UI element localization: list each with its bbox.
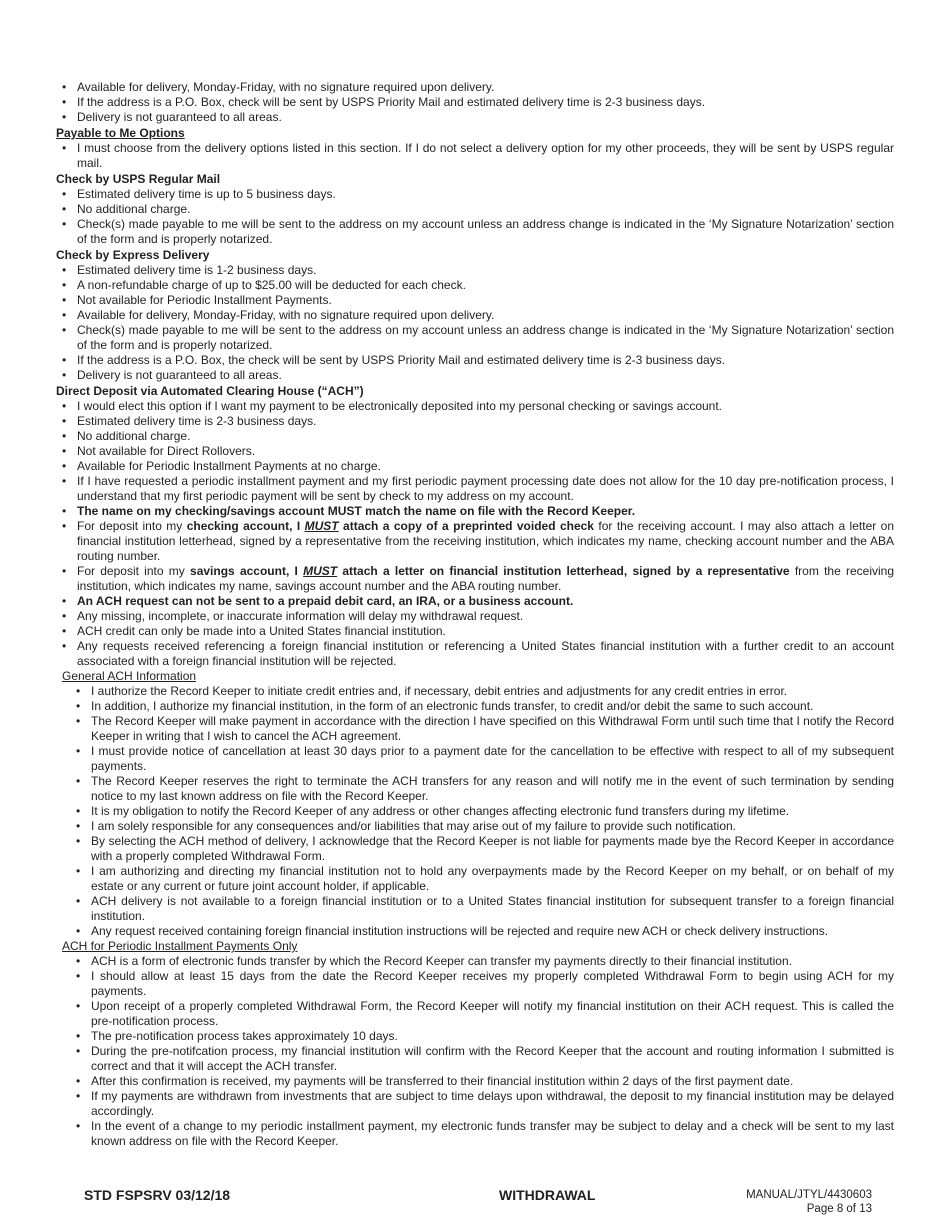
form-title: WITHDRAWAL [499,1187,596,1203]
ach-list [56,399,894,669]
general-ach-list [56,684,894,939]
checking-bold-2: attach a copy of a preprinted voided check [338,519,594,533]
ach-heading: Direct Deposit via Automated Clearing House (“ACH”) [56,384,364,398]
list-item: • Estimated delivery time is 2-3 business days. [56,414,894,429]
list-item: • ACH credit can only be made into a United States financial institution. [56,624,894,639]
list-item: • Estimated delivery time is up to 5 business days. [56,187,894,202]
list-item: • Check(s) made payable to me will be sent to the address on my account unless an address change is indicated in the ‘My Signature Notarization’ section of the form and is properly notarized. [56,323,894,353]
form-code: MANUAL/JTYL/4430603 [746,1189,872,1201]
list-item: • The Record Keeper will make payment in accordance with the direction I have specified on this Withdrawal Form until such time that I notify the Record Keeper in writing that I wish to cancel the ACH agreement. [70,714,894,744]
list-item: • I must provide notice of cancellation at least 30 days prior to a payment date for the cancellation to be effective with respect to all of my subsequent payments. [70,744,894,774]
prepaid-text: An ACH request can not be sent to a prepaid debit card, an IRA, or a business account. [77,594,574,608]
list-item: • I authorize the Record Keeper to initiate credit entries and, if necessary, debit entries and adjustments for any credit entries in error. [70,684,894,699]
list-item: • Available for Periodic Installment Payments at no charge. [56,459,894,474]
list-item: • No additional charge. [56,429,894,444]
list-item: • In the event of a change to my periodic installment payment, my electronic funds transfer may be subject to delay and a check will be sent to my last known address on file with the Record Keeper. [70,1119,894,1149]
form-id: STD FSPSRV 03/12/18 [84,1187,231,1203]
express-delivery-heading: Check by Express Delivery [56,248,210,262]
payable-options-heading: Payable to Me Options [56,126,185,140]
list-item: • If I have requested a periodic installment payment and my first periodic payment processing date does not allow for the 10 day pre-notification process, I understand that my first periodic payment will be sent by check to my address on my account. [56,474,894,504]
name-match-item [56,504,894,519]
list-item: • In addition, I authorize my financial institution, in the form of an electronic funds transfer, to credit and/or debit the same to such account. [70,699,894,714]
list-item: • A non-refundable charge of up to $25.00 will be deducted for each check. [56,278,894,293]
usps-regular-list [56,187,894,247]
page-number: Page 8 of 13 [806,1203,872,1215]
list-item: • Delivery is not guaranteed to all areas. [56,368,894,383]
checking-pre: For deposit into my [77,519,187,533]
list-item: • I am solely responsible for any consequences and/or liabilities that may arise out of my failure to provide such notification. [70,819,894,834]
list-item: • The Record Keeper reserves the right to terminate the ACH transfers for any reason and will notify me in the event of such termination by sending notice to my last known address on file with the Record Keeper. [70,774,894,804]
list-item: • If the address is a P.O. Box, the check will be sent by USPS Priority Mail and estimated delivery time is 2-3 business days. [56,353,894,368]
list-item: • During the pre-notifcation process, my financial institution will confirm with the Record Keeper that the account and routing information I submitted is correct and that it will accept the ACH transfer. [70,1044,894,1074]
checking-post: for the receiving account. I may also attach a letter on financial institution letterhead, signed by a representative from the receiving institution, which indicates my name, checking account number and the ABA routing number. [77,519,894,563]
checking-must: MUST [304,519,339,533]
list-item: • I am authorizing and directing my financial institution not to hold any overpayments made by the Record Keeper on my behalf, or on behalf of my estate or any current or future joint account holder, if applicable. [70,864,894,894]
list-item: • After this confirmation is received, my payments will be transferred to their financial institution within 2 days of the first payment date. [70,1074,894,1089]
list-item: • Upon receipt of a properly completed Withdrawal Form, the Record Keeper will notify my financial institution on their ACH request. This is called the pre-notification process. [70,999,894,1029]
periodic-ach-heading: ACH for Periodic Installment Payments Only [62,939,298,953]
list-item: • Available for delivery, Monday-Friday, with no signature required upon delivery. [56,80,894,95]
savings-bold-1: savings account, I [190,564,304,578]
page-footer [84,1185,872,1225]
checking-account-item [56,519,894,564]
list-item: • I would elect this option if I want my payment to be electronically deposited into my personal checking or savings account. [56,399,894,414]
top-delivery-list [56,80,894,125]
footer-right [746,1188,872,1216]
name-match-text: The name on my checking/savings account MUST match the name on file with the Record Keeper. [77,504,636,518]
list-item: • By selecting the ACH method of delivery, I acknowledge that the Record Keeper is not liable for payments made bye the Record Keeper in accordance with a properly completed Withdrawal Form. [70,834,894,864]
savings-post: from the receiving institution, which indicates my name, savings account number and the ABA routing number. [77,564,895,593]
list-item: • It is my obligation to notify the Record Keeper of any address or other changes affecting electronic fund transfers during my lifetime. [70,804,894,819]
list-item: • If my payments are withdrawn from investments that are subject to time delays upon withdrawal, the deposit to my financial institution may be delayed accordingly. [70,1089,894,1119]
list-item: • Any request received containing foreign financial institution instructions will be rejected and require new ACH or check delivery instructions. [70,924,894,939]
savings-account-item [56,564,894,594]
usps-regular-heading: Check by USPS Regular Mail [56,172,221,186]
list-item: • Not available for Periodic Installment Payments. [56,293,894,308]
list-item: • I must choose from the delivery options listed in this section. If I do not select a delivery option for my other proceeds, they will be sent by USPS regular mail. [56,141,894,171]
list-item: • ACH is a form of electronic funds transfer by which the Record Keeper can transfer my payments directly to their financial institution. [70,954,894,969]
prepaid-item [56,594,894,609]
list-item: • Delivery is not guaranteed to all areas. [56,110,894,125]
list-item: • Check(s) made payable to me will be sent to the address on my account unless an address change is indicated in the ‘My Signature Notarization’ section of the form and is properly notarized. [56,217,894,247]
list-item: • If the address is a P.O. Box, check will be sent by USPS Priority Mail and estimated delivery time is 2-3 business days. [56,95,894,110]
express-delivery-list [56,263,894,383]
savings-bold-2: attach a letter on financial institution letterhead, signed by a representative [337,564,790,578]
list-item: • Estimated delivery time is 1-2 business days. [56,263,894,278]
payable-options-list [56,141,894,171]
list-item: • No additional charge. [56,202,894,217]
list-item: • Any requests received referencing a foreign financial institution or referencing a United States financial institution with a further credit to an account associated with a foreign financial institution will be rejected. [56,639,894,669]
general-ach-heading: General ACH Information [62,669,197,683]
savings-pre: For deposit into my [77,564,191,578]
list-item: • The pre-notification process takes approximately 10 days. [70,1029,894,1044]
list-item: • ACH delivery is not available to a foreign financial institution or to a United States financial institution for subsequent transfer to a foreign financial institution. [70,894,894,924]
list-item: • Not available for Direct Rollovers. [56,444,894,459]
checking-bold-1: checking account, I [186,519,305,533]
document-body [56,80,894,1149]
savings-must: MUST [303,564,338,578]
list-item: • Any missing, incomplete, or inaccurate information will delay my withdrawal request. [56,609,894,624]
list-item: • Available for delivery, Monday-Friday, with no signature required upon delivery. [56,308,894,323]
periodic-ach-list [56,954,894,1149]
list-item: • I should allow at least 15 days from the date the Record Keeper receives my properly completed Withdrawal Form to begin using ACH for my payments. [70,969,894,999]
